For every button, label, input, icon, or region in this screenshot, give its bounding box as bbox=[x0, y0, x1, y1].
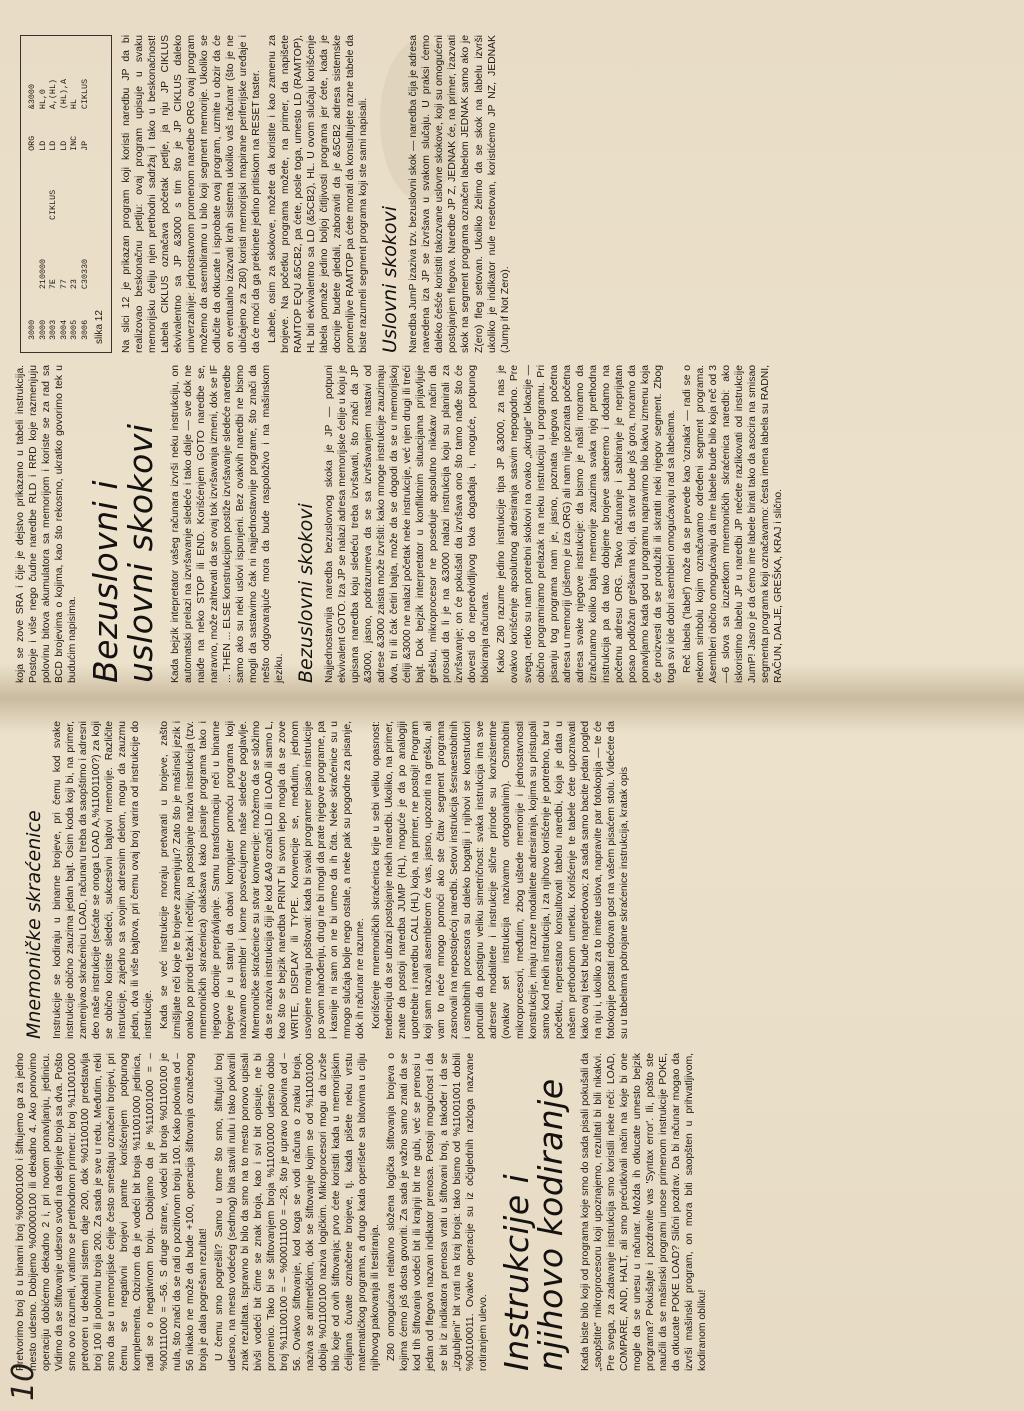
right-col1-text-b bbox=[169, 365, 286, 683]
listing-cell: &3000 bbox=[27, 84, 37, 110]
listing-cell: 77 bbox=[58, 279, 69, 290]
paragraph: koja se zove SRA i čije je dejstvo prikazano u tabeli instrukcija. Postoje i više nego čudne naredbe RLD i RRD koje razmenjuju polovinu bitova akumulatora sa memorijom i koriste se za rad sa BCD brojevima o kojima, kao što rekosmo, ukratko govorimo tek u budućim napisima. bbox=[15, 365, 79, 683]
paragraph: Instrukcije se kodiraju u binarne brojeve, pri čemu kod svake instrukcije obično zauzima jedan bajt. Osim koda koji bi, na primer, zamenjivao skraćenicu LOAD, računaru treba da saopštimo i adresni deo naše instrukcije (sećate se onoga LOAD A,%11001100?) za koji se obično koriste sledeći, sukcesivni bajtovi memorije. Različite instrukcije, zajedno sa svojim adresnim delom, mogu da zauzmu jedan, dva ili više bajtova, pri čemu ovaj broj varira od instrukcije do instrukcije. bbox=[51, 721, 155, 1039]
figure-caption: slika 12 bbox=[94, 310, 105, 344]
left-column-1 bbox=[14, 1053, 712, 1371]
paragraph: Kada se već instrukcije moraju pretvarati u brojeve, zašto izmišljate reči koje te brojeve zamenjuju? Zato što je mašinski jezik i onako po prirodi težak i nečitljiv, pa postojanje naziva instrukcija (tzv. mnemoničkih skraćenica) olakšava kako pisanje programa tako i njegovo docnije preprávljanje. Samu transformaciju reči u binarne brojeve je u stanju da obavi kompjuter pomoću programa koji nazivamo asembler i kome posvećujemo naše sledeće poglavlje. Mnemoničke skraćenice su stvar konvencije: možemo da se složimo da se naziva instrukcija čiji je kod &A9 označi LD ili LOAD ili samo L, kao što se bejzik naredba PRINT bi svom lepo mogla da se zove WRITE, DISPLAY ili TYPE. Konvencije se, međutim, jednom usvojene moraju poštovati: kada bi svaki programer pisao instrukcije po svom nahođenju, drugi ne bi mogli da prate njegove programe, pa i kasnije ni sam on ne bi umeo da ih čita. Neke skraćenice su u mnogo slučaja bolje nego ostale, a neke pak su pogodne za pisanje, dok ih računar ne razume. bbox=[159, 721, 366, 1039]
listing-cell: 210000 bbox=[37, 258, 48, 290]
listing-row bbox=[59, 44, 70, 344]
listing-row bbox=[69, 44, 80, 344]
listing-cell: LD bbox=[48, 140, 58, 151]
right-col2-text-b bbox=[407, 35, 511, 353]
listing-cell: 3000 bbox=[27, 319, 37, 340]
left-page bbox=[0, 705, 1024, 1411]
left-col1-text bbox=[14, 1053, 490, 1371]
page-number: 10 bbox=[6, 1362, 41, 1401]
paragraph: Naredba JumP izaziva tzv. bezuslovni skok — naredba čija je adresa navedena iza JP se izvršava u svakom slučaju. U praksi ćemo daleko češće koristiti takozvane uslovne skokove, koji su omogućeni postojanjem flegova. Naredbe JP Z, JEDNAK će, na primer, izazvati skok na segment programa označen labelom JEDNAK samo ako je Z(ero) fleg setovan. Ukoliko želimo da se skok na labelu izvrši ukoliko je indikator nule resetovan, koristićemo JP NZ, JEDNAK (Jump if Not Zero). bbox=[408, 35, 511, 353]
listing-cell: 23 bbox=[69, 279, 79, 290]
right-page bbox=[0, 0, 1024, 705]
section-heading-conditional: Uslovni skokovi bbox=[379, 206, 402, 353]
listing-row bbox=[38, 44, 49, 344]
right-column-1 bbox=[14, 365, 788, 683]
paragraph: Labele, osim za skokove, možete da koristite i kao zamenu za brojeve. Na početku programa možete, na primer, da napišete RAMTOP EQU &5CB2, pa ćete, posle toga, umesto LD (RAMTOP), HL biti ekvivalentno sa LD (&5CB2), HL. U ovom slučaju korišćenje labela pomaže jedino boljoj čitljivosti programa jer ćete, kada je docnije budete gledali, zaboraviti da je &5CB2 adresa sistemske promenljive RAMTOP pa ćete morati da konsultujete razne tabele da biste razumeli segment programa koji ste sami napisali. bbox=[267, 35, 370, 353]
left-col1-text-b bbox=[579, 1053, 709, 1371]
paragraph: U čemu smo pogrešili? Samo u tome što smo, šiftujući broj udesno, na mesto vodećeg (sedmog) bita stavili nulu i tako pokvarili znak rezultata. Ispravno bi bilo da smo na to mesto ponovo upisali bivši vodeći bit čime se znak broja, kao i svi bit opisuje, ne bi promenio. Tako bi se šiftovanjem broja %11001000 udesno dobio broj %11100100 = – %00011100 = –28, što je upravo polovina od –56. Ovakvo šiftovanje, kod koga se vodi računa o znaku broja, naziva se aritmetičkim, dok se šiftovanje kojim se od %11001000 dobija %01100100 naziva logičkim. Mikroprocesori mogu da izvrše bilo koje od ovih šiftovanja; prvo ćete koristiti kada u memorijskim ćelijama čuvate označene brojeve, tj. kada pišete neku vrstu matematičkog programa, a drugo kada operišete sa bitovima u cilju njihovog pakovanja ili testiranja. bbox=[213, 1053, 382, 1371]
left-col2-text bbox=[51, 721, 631, 1039]
listing-cell: 3000 bbox=[37, 319, 48, 340]
listing-cell: 3004 bbox=[58, 319, 69, 340]
listing-cell: INC bbox=[69, 135, 79, 151]
listing-cell: (HL),A bbox=[58, 78, 69, 110]
listing-cell: ORG bbox=[27, 135, 37, 151]
listing-cell: A,(HL) bbox=[48, 78, 58, 110]
left-column-2 bbox=[14, 721, 634, 1039]
listing-cell bbox=[27, 155, 38, 224]
listing-cell: 7E bbox=[48, 279, 58, 290]
section-heading-unconditional: Bezuslovni skokovi bbox=[294, 503, 317, 683]
section-heading-mnemonics: Mnemoničke skraćenice bbox=[23, 810, 45, 1039]
paragraph: Kada bejzik intepretator vašeg računara izvrši neku instrukciju, on automatski prelazi na izvršavanje sledeće i tako dalje — sve dok ne naiđe na neko STOP ili END. Korišćenjem GOTO naredbe se, naravno, može zahtevati da se ovaj tok izvršavanja izmeni, dok se IF ... THEN ... ELSE konstrukcijom postiže izvršavanje sledeće naredbe samo ako su neki uslovi ispunjeni. Bez ovakvih naredbi ne bismo mogli da sastavimo čak ni najjednostavnije programe, što znači da nešto odgovarajuće mora da bude raspoloživo i na mašinskom jeziku. bbox=[169, 365, 285, 683]
listing-cell: HL bbox=[69, 99, 79, 110]
paragraph: Kako Z80 razume jedino instrukcije tipa JP &3000, za nas je ovakvo korišćenje apsolutnog adresiranja sasvim nepogodno. Pre svega, retko su nam potrebni skokovi na ovako „okrugle" lokacije — obično programiramo prelazak na neku instrukciju u programu. Pri pisanju tog programa nam je, jasno, poznata njegova početna adresa u memoriji (pišemo je iza ORG) ali nam nije poznata početna adresa svake njegove instrukcije: da bismo je našli moramo da izračunamo koliko bajta memorije zauzima svaka njoj prethodna instrukcija pa da tako dobijene brojeve saberemo i dodamo na početnu adresu ORG. Takvo računanje i sabiranje je neprijatan posao podložan greškama koji, da stvar bude još gora, moramo da ponavljamo kada god u programu napravimo bilo kakvu izmenu koja će proizvesti da se produžiti ili skratiti neki njegov segment. Zbog toga svi iole dobri asembleri omogućavaju rad sa labelama. bbox=[496, 365, 678, 683]
paragraph: Na slici 12 je prikazan program koji koristi naredbu JP da bi realizovao beskonačnu petlju: ovaj program upisuje u svaku memorijsku ćeliju njen prethodni sadržaj i tako u beskonačnost! Labela CIKLUS označava početak petlje, ja nju JP CIKLUS ekvivalentno sa JP &3000 s tim što je JP CIKLUS daleko univerzalnije: jednostavnom promenom naredbe ORG ovaj program možemo da asembliramo u bilo koji segment memorije. Ukoliko se odlučite da otkucate i isprobate ovaj program, uzmite u obzir da će on eventualno izazvati krah sistema ukoliko vaš računar (što je ne ubičajeno za Z80) koristi memorijski mapirane periferijske uređaje i da će moći da ga prekinete jedino pritiskom na RESET taster. bbox=[120, 35, 262, 353]
assembly-listing-table bbox=[27, 44, 90, 344]
jumps-heading: Bezuslovni i uslovni skokovi bbox=[86, 423, 160, 683]
paragraph: Najjednostavnija naredba bezuslovnog skoka je JP — potpuni ekvivalent GOTO. Iza JP se nalazi adresa memorijske ćelije u koju je upisana naredba koju sledeću treba izvršavati, što znači da JP &3000, jasno, podrazumeva da se sa izvršavanjem nastavi od adrese &3000 zaista može izvršiti: kako mnoge instrukcije zauzimaju dva, tri ili čak četiri bajta, može da se dogodi da se u memorijskoj ćeliji &3000 ne nalazi početak neke instrukcije, već njen drugi ili treći bajt. Dok bejzik interpretator u konfliktnim situacijama prijavljuje grešku, mikroprocesor ne poseduje apsolutno nikakav način da prosudi da li je na &3000 nalazi instrukcija koju su planirali za izvršavanje; on će pokušati da izvršava ono što tamo nađe što će dovesti do nepredvidljivog toka događaja i, moguće, potpunog blokiranja računara. bbox=[323, 365, 492, 683]
listing-cell: HL,0 bbox=[37, 89, 48, 110]
paragraph: Kada biste bilo koji od programa koje smo do sada pisali pokušali da „saopštite" mikroprocesoru koji upoznajemo, rezultati bi bili nikakvi. Pre svega, za zadavanje instrukcija smo koristili neke reči: LOAD, COMPARE, AND, HALT, ali smo prećutkivali način na koje bi one mogle da se unesu u računar. Možda ih otkucate umesto bejzik programa? Pokušajte i pozdravite vas 'Syntax error'. Ili, pošto ste naučili da se mašinski programi unose primenom instrukcije POKE, da otkucate POKE LOAD? Slični pozdrav. Da bi računar mogao da izvrši mašinski program, on mora biti saopšten u prihvatljivom, kodiranom obliku! bbox=[579, 1053, 709, 1371]
right-col1-text-c bbox=[323, 365, 786, 683]
listing-row bbox=[80, 44, 91, 344]
figure-12-listing bbox=[20, 35, 112, 353]
listing-cell: JP bbox=[79, 140, 90, 151]
right-col1-text bbox=[14, 365, 79, 683]
paragraph: Pretvorimo broj 8 u binarni broj %00001000 i šiftujemo ga za jedno mesto udesno. Dobijemo %00000100 ili dekadno 4. Ako ponovimo operaciju dobićemo dekadno 2 i, pri novom ponavljanju, jedinicu. Vidimo da se šiftovanje udesno svodi na deljenje broja sa dva. Pošto smo ovo razumeli, vratimo se prethodnom primeru: broj %11001000 pretvoren u dekadni sistem daje 200, dok %01100100 predstavlja broj 100 ili polovinu broja 200. Za sada je sve u redu. Međutim, rekli smo da se u memorijske ćelije često smeštaju označeni brojevi, pri čemu se negativni brojevi pamte korišćenjem potpunog komplementa. Obzirom da je vodeći bit broja %11001000 jedinica, radi se o negativnom broju. Dobijamo da je %11001000 = – %00111000 = –56. S druge strane, vodeći bit broja %01100100 je nula, što znači da se radi o pozitivnom broju 100. Kako polovina od –56 nikako ne može da bude +100, operacija šiftovanja označenog broja je dala pogrešan rezultat! bbox=[15, 1053, 209, 1371]
right-column-2 bbox=[14, 35, 515, 353]
listing-cell: LD bbox=[37, 140, 48, 151]
listing-cell bbox=[27, 224, 38, 293]
article-heading: Instrukcije i njihovo kodiranje bbox=[496, 1078, 571, 1371]
right-col2-text bbox=[120, 35, 371, 353]
listing-cell: 3003 bbox=[48, 319, 58, 340]
listing-cell bbox=[38, 155, 49, 224]
paragraph: Reč labela ('label') može da se prevede kao 'oznaka' — radi se o nekom simbolu kojim označavamo određeni segment programa. Asembleri obično omogućavaju da ime labele bude bilo koja reč od 3—6 slova sa izuzetkom mnemoničkih skraćenica naredbi: ako iskoristimo labelu JP u naredbi JP nećete razlikovati od instrukcije JumP! Jasno je da ćemo ime labele birati tako da asocira na smisao segmenta programa koji označavamo: česta imena labela su RADNI, RAČUN, DALJE, GREŠKA, KRAJ i slično. bbox=[682, 365, 785, 683]
paragraph: Z80 omogućava relativno složena logička šiftovanja brojeva o kojima ćemo još dosta govoriti. Za sada je važno samo znati da se kod tih šiftovanja vodeći bit ili krajnji bit ne gubi, već se prenosi u jedan od flegova nazvan indikator prenosa. Postoji mogućnost i da se bit iz indikatora prenosa vrati u šiftovani broj, a također i da se „izgubljeni" bit vrati na kraj broja: tako bismo od %11001001 dobili %00100011. Ovakve operacije su iz očiglednih razloga nazvane rotiranjem ulevo. bbox=[386, 1053, 489, 1371]
listing-cell: CIKLUS bbox=[48, 189, 58, 221]
listing-cell: 3005 bbox=[69, 319, 79, 340]
listing-cell bbox=[59, 155, 70, 224]
listing-cell: LD bbox=[58, 140, 69, 151]
paragraph: Korišćenje mnemoničkih skraćenica krije u sebi veliku opasnost: tendenciju da se ubrazi postojanje nekih naredbi. Ukoliko, na primer, znate da postoji naredba JUMP (HL), moguće je da po analogiji upotrebite i naredbu CALL (HL) koja, na primer, ne postoji! Program koji sam nazvali asemblerom će vas, jasno, upozoriti na grešku, ali vam to neće mnogo pomoći ako ste čitav segment programa zasnovali na nepostojećoj naredbi. Setovi instrukcija šesnaestobitnih i osmobitnih procesora su daleko bogatiji i njihovi se konstruktori potrudili da postignu veliku simetričnost: svaka instrukcija ima sve adresne modalitete i instrukcije slične prirode su konzistentne (ovakav set instrukcija nazivamo ortogonalnim). Osmobitni mikroprocesori, međutim, zbog uštede memorije i jednostavnosti konstrukcije, imaju razne modalitete adresiranja, kojima su pristupali samo kod nekih instrukcija, i za njihovo korišćenje je potrebno, bar u početku, neprestano konsultovati tabelu naredbi, koja je data u našem prethodnom umetku. Korišćenje te tabele ćete upoznavati kako ovaj tekst bude napredovao; za sada samo bacite jedan pogled na nju i, ukoliko za to imate uslova, napravite par fotokopija — te će fotokopije postati redovan gost na vašem pisaćem stolu. Videćete da su u tabelama pobrojane skraćenice instrukcija, kratak opis bbox=[371, 721, 630, 1039]
listing-row bbox=[48, 44, 59, 344]
listing-cell bbox=[80, 155, 91, 224]
listing-cell: C30330 bbox=[79, 258, 90, 290]
listing-cell bbox=[69, 155, 80, 224]
listing-cell: CIKLUS bbox=[79, 78, 90, 110]
listing-cell: 3006 bbox=[79, 319, 90, 340]
listing-row bbox=[27, 44, 38, 344]
